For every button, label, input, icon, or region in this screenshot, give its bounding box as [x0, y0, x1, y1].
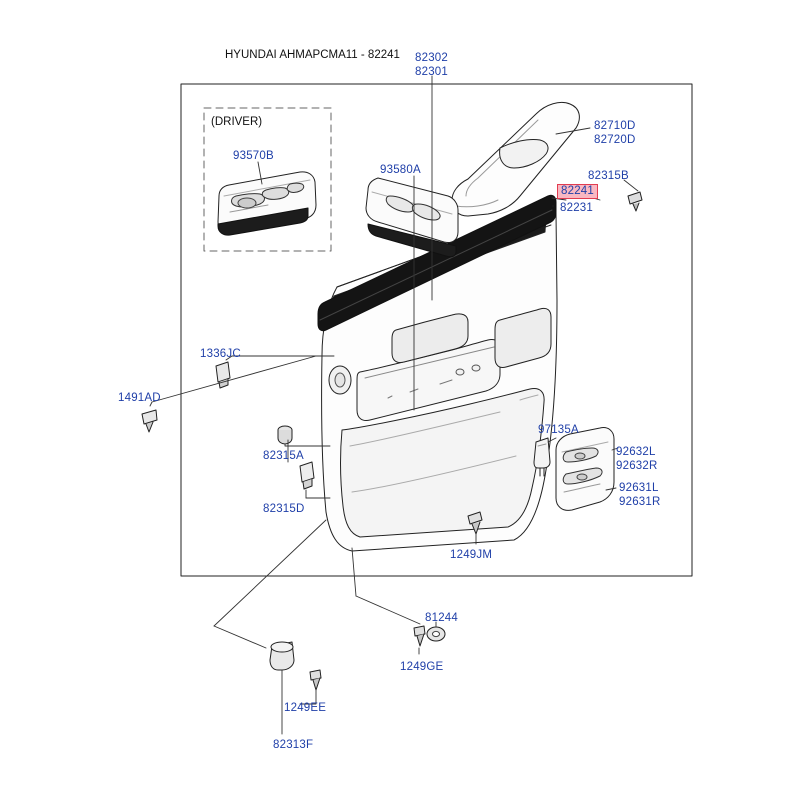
label-1491AD[interactable]: 1491AD: [118, 392, 161, 404]
label-82302[interactable]: 82302: [415, 52, 448, 64]
label-1249GE[interactable]: 1249GE: [400, 661, 444, 673]
label-92632L[interactable]: 92632L: [616, 446, 656, 458]
label-1249JM[interactable]: 1249JM: [450, 549, 493, 561]
label-82710D[interactable]: 82710D: [594, 120, 636, 132]
label-82301[interactable]: 82301: [415, 66, 448, 78]
label-92631L[interactable]: 92631L: [619, 482, 659, 494]
label-82315D[interactable]: 82315D: [263, 503, 305, 515]
label-1336JC[interactable]: 1336JC: [200, 348, 241, 360]
page-title: HYUNDAI AHMAPCMA11 - 82241: [225, 49, 400, 61]
label-1249EE[interactable]: 1249EE: [284, 702, 327, 714]
label-82315B[interactable]: 82315B: [588, 170, 629, 182]
label-81244[interactable]: 81244: [425, 612, 458, 624]
label-92632R[interactable]: 92632R: [616, 460, 658, 472]
label-82231[interactable]: 82231: [560, 202, 593, 214]
lamp-assembly-92632: [556, 428, 614, 511]
label-82241-highlighted[interactable]: 82241: [557, 184, 598, 199]
label-82313F[interactable]: 82313F: [273, 739, 314, 751]
label-97135A[interactable]: 97135A: [538, 424, 579, 436]
label-82315A[interactable]: 82315A: [263, 450, 304, 462]
label-93580A[interactable]: 93580A: [380, 164, 421, 176]
label-82720D[interactable]: 82720D: [594, 134, 636, 146]
driver-inset-label: (DRIVER): [211, 116, 263, 128]
label-92631R[interactable]: 92631R: [619, 496, 661, 508]
label-93570B[interactable]: 93570B: [233, 150, 274, 162]
